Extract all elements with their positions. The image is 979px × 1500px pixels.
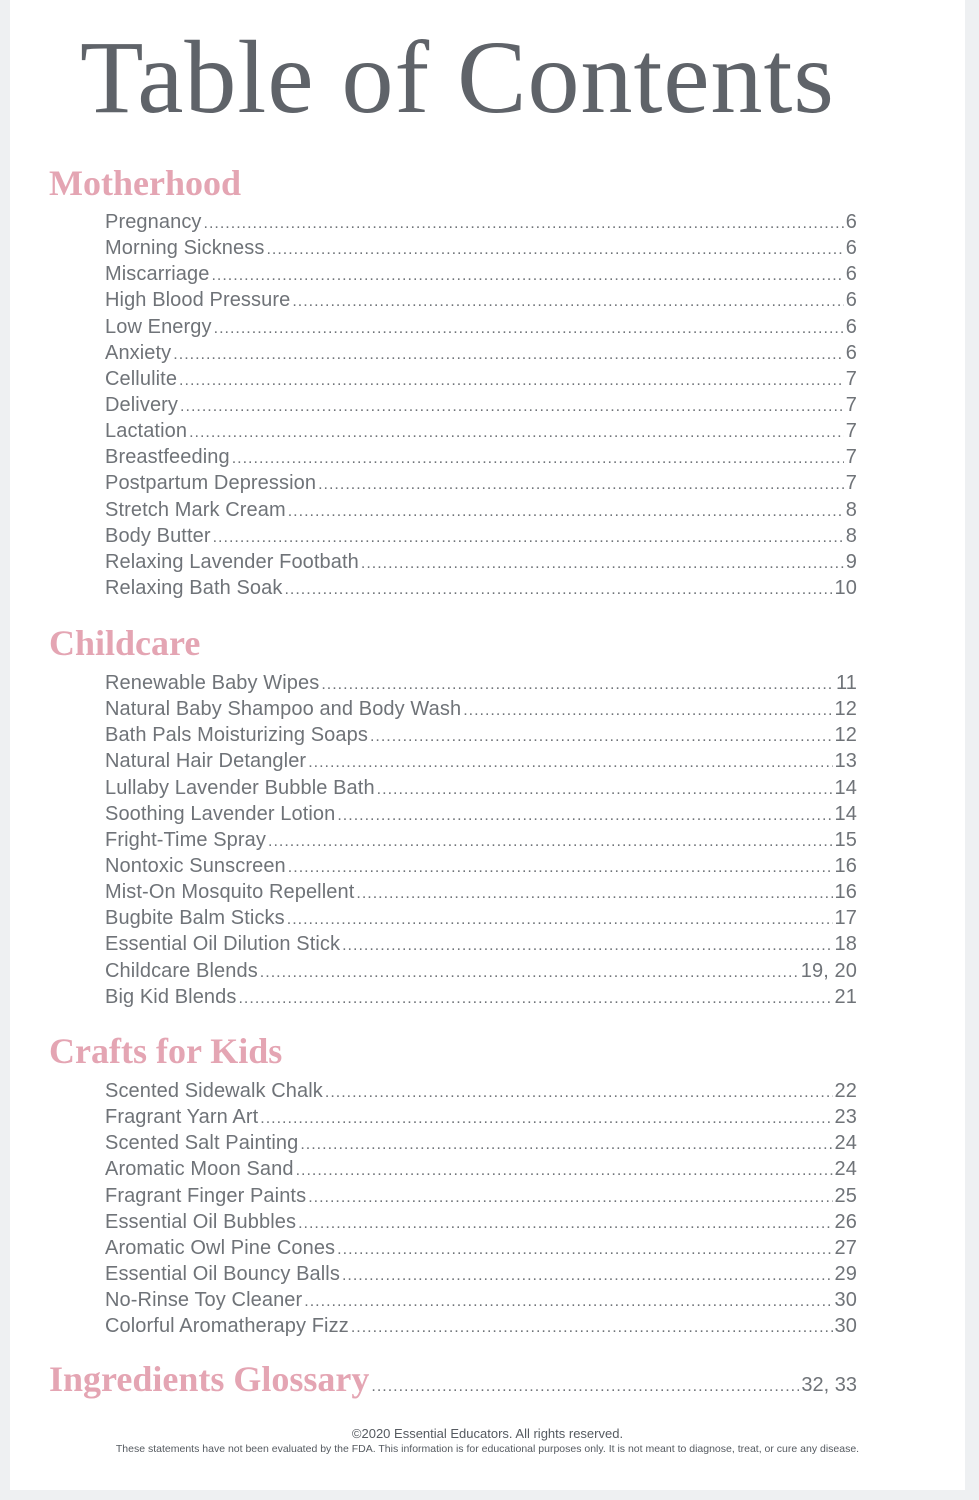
toc-entry-label: Childcare Blends xyxy=(105,959,258,982)
toc-entry-label: Relaxing Lavender Footbath xyxy=(105,550,359,573)
toc-entry-label: Breastfeeding xyxy=(105,446,230,469)
toc-entry xyxy=(105,420,857,446)
toc-entry xyxy=(105,446,857,472)
dot-leader xyxy=(337,1241,832,1259)
toc-entry xyxy=(105,1132,857,1158)
toc-entry-page-number: 7 xyxy=(845,420,857,443)
toc-entry-label: Fright-Time Spray xyxy=(105,828,266,851)
toc-entry-label: Soothing Lavender Lotion xyxy=(105,802,336,825)
toc-entry-page-number: 18 xyxy=(834,933,857,956)
dot-leader xyxy=(308,1189,832,1207)
copyright-notice: ©2020 Essential Educators. All rights reserved. xyxy=(351,1426,624,1441)
toc-entry-page-number: 6 xyxy=(845,315,857,338)
toc-entry-label: Morning Sickness xyxy=(105,237,265,260)
toc-entry-label: Essential Oil Bubbles xyxy=(105,1210,297,1233)
toc-entry-page-number: 16 xyxy=(834,854,857,877)
toc-entry-page-number: 12 xyxy=(834,698,857,721)
toc-entry-page-number: 27 xyxy=(834,1236,857,1259)
toc-entry-label: Cellulite xyxy=(105,367,178,390)
toc-entry-label: Mist-On Mosquito Repellent xyxy=(105,881,355,904)
toc-entry-page-number: 16 xyxy=(834,881,857,904)
glossary-entry xyxy=(49,1361,857,1397)
toc-entry xyxy=(105,960,857,986)
toc-entry-label: Bugbite Balm Sticks xyxy=(105,907,285,930)
toc-entry-page-number: 7 xyxy=(845,367,857,390)
dot-leader xyxy=(238,990,832,1008)
toc-entry-page-number: 22 xyxy=(834,1080,857,1102)
toc-entry-label: Scented Salt Painting xyxy=(105,1132,299,1155)
toc-entry-page-number: 24 xyxy=(834,1158,857,1181)
toc-entry-label: Body Butter xyxy=(105,524,211,547)
page-title: Table of Contents xyxy=(80,20,835,135)
dot-leader xyxy=(287,911,833,929)
toc-entry-page-number: 11 xyxy=(836,672,857,694)
toc-entry xyxy=(105,1263,857,1289)
section-list-crafts-for-kids xyxy=(105,1080,857,1341)
dot-leader xyxy=(318,476,844,494)
toc-entry xyxy=(105,525,857,551)
glossary-page-number: 32, 33 xyxy=(801,1374,857,1396)
fda-disclaimer: These statements have not been evaluated by the FDA. This information is for educational purposes only. It is not meant to diagnose, treat, or cure any disease. xyxy=(115,1443,860,1455)
dot-leader xyxy=(260,1110,832,1128)
toc-entry xyxy=(105,986,857,1012)
toc-entry xyxy=(105,316,857,342)
toc-entry-label: High Blood Pressure xyxy=(105,289,291,312)
dot-leader xyxy=(308,754,832,772)
dot-leader xyxy=(180,398,844,416)
toc-entry-page-number: 6 xyxy=(845,289,857,312)
toc-entry-label: Essential Oil Dilution Stick xyxy=(105,933,341,956)
dot-leader xyxy=(298,1215,832,1233)
toc-entry xyxy=(105,499,857,525)
toc-entry xyxy=(105,1289,857,1315)
dot-leader xyxy=(304,1293,832,1311)
toc-entry xyxy=(105,551,857,577)
dot-leader xyxy=(292,293,843,311)
toc-entry-page-number: 7 xyxy=(845,393,857,416)
toc-entry-label: Fragrant Finger Paints xyxy=(105,1184,307,1207)
section-heading-crafts-for-kids: Crafts for Kids xyxy=(49,1031,283,1071)
toc-entry-page-number: 12 xyxy=(834,724,857,747)
toc-entry xyxy=(105,1106,857,1132)
dot-leader xyxy=(211,267,843,285)
document-page xyxy=(10,0,965,1490)
dot-leader xyxy=(463,702,832,720)
toc-entry xyxy=(105,1158,857,1184)
toc-entry xyxy=(105,698,857,724)
dot-leader xyxy=(342,1267,833,1285)
toc-entry xyxy=(105,881,857,907)
toc-entry-page-number: 13 xyxy=(834,750,857,773)
toc-entry-page-number: 8 xyxy=(845,498,857,521)
toc-entry xyxy=(105,289,857,315)
dot-leader xyxy=(173,346,843,364)
dot-leader xyxy=(204,215,844,233)
dot-leader xyxy=(300,1136,832,1154)
toc-entry-page-number: 26 xyxy=(834,1210,857,1233)
toc-entry-label: Aromatic Moon Sand xyxy=(105,1158,294,1181)
toc-entry-label: Relaxing Bath Soak xyxy=(105,576,283,599)
toc-entry-page-number: 14 xyxy=(834,776,857,799)
dot-leader xyxy=(288,859,833,877)
toc-entry xyxy=(105,803,857,829)
toc-entry xyxy=(105,577,857,603)
toc-entry-page-number: 19, 20 xyxy=(800,959,857,982)
dot-leader xyxy=(284,581,832,599)
section-heading-childcare: Childcare xyxy=(49,623,201,663)
toc-entry-page-number: 30 xyxy=(834,1289,857,1312)
toc-entry-label: Delivery xyxy=(105,393,179,416)
section-list-childcare xyxy=(105,672,857,1012)
toc-entry-page-number: 24 xyxy=(834,1132,857,1155)
dot-leader xyxy=(370,728,833,746)
toc-entry xyxy=(105,672,857,698)
toc-entry-label: Miscarriage xyxy=(105,263,210,286)
toc-entry-page-number: 8 xyxy=(845,524,857,547)
toc-entry-label: Low Energy xyxy=(105,315,212,338)
toc-entry xyxy=(105,237,857,263)
dot-leader xyxy=(179,372,844,390)
toc-entry-label: Colorful Aromatherapy Fizz xyxy=(105,1315,349,1338)
toc-entry-page-number: 25 xyxy=(834,1184,857,1207)
toc-entry xyxy=(105,394,857,420)
dot-leader xyxy=(260,964,799,982)
toc-entry xyxy=(105,1211,857,1237)
toc-entry xyxy=(105,1237,857,1263)
toc-entry-label: Natural Baby Shampoo and Body Wash xyxy=(105,698,462,721)
toc-entry-label: Postpartum Depression xyxy=(105,472,317,495)
dot-leader xyxy=(268,833,833,851)
toc-entry xyxy=(105,855,857,881)
toc-entry xyxy=(105,750,857,776)
toc-entry-page-number: 17 xyxy=(834,907,857,930)
toc-entry xyxy=(105,342,857,368)
toc-entry xyxy=(105,1315,857,1341)
toc-entry xyxy=(105,933,857,959)
dot-leader xyxy=(288,503,844,521)
dot-leader xyxy=(371,1378,799,1396)
toc-entry xyxy=(105,472,857,498)
toc-entry-label: Stretch Mark Cream xyxy=(105,498,286,521)
toc-entry-label: Scented Sidewalk Chalk xyxy=(105,1080,323,1102)
dot-leader xyxy=(342,937,832,955)
toc-entry-label: No-Rinse Toy Cleaner xyxy=(105,1289,303,1312)
dot-leader xyxy=(356,885,832,903)
toc-entry-page-number: 14 xyxy=(834,802,857,825)
section-list-motherhood xyxy=(105,211,857,603)
toc-entry xyxy=(105,829,857,855)
toc-entry-page-number: 10 xyxy=(834,576,857,599)
toc-entry-label: Lullaby Lavender Bubble Bath xyxy=(105,776,375,799)
dot-leader xyxy=(325,1084,833,1102)
toc-entry-label: Renewable Baby Wipes xyxy=(105,672,320,694)
toc-entry xyxy=(105,263,857,289)
toc-entry-page-number: 9 xyxy=(845,550,857,573)
toc-entry-page-number: 7 xyxy=(845,472,857,495)
toc-entry xyxy=(105,211,857,237)
dot-leader xyxy=(321,676,834,694)
dot-leader xyxy=(361,555,844,573)
dot-leader xyxy=(337,807,832,825)
toc-entry-page-number: 6 xyxy=(845,341,857,364)
dot-leader xyxy=(266,241,843,259)
toc-entry-label: Aromatic Owl Pine Cones xyxy=(105,1236,336,1259)
section-heading-ingredients-glossary: Ingredients Glossary xyxy=(49,1359,370,1399)
toc-entry-page-number: 29 xyxy=(834,1262,857,1285)
toc-entry-label: Lactation xyxy=(105,420,188,443)
toc-entry xyxy=(105,907,857,933)
toc-entry-label: Fragrant Yarn Art xyxy=(105,1106,259,1129)
toc-entry-page-number: 6 xyxy=(845,211,857,233)
dot-leader xyxy=(377,781,833,799)
dot-leader xyxy=(213,529,844,547)
toc-entry xyxy=(105,1185,857,1211)
toc-entry-page-number: 6 xyxy=(845,237,857,260)
dot-leader xyxy=(214,320,844,338)
dot-leader xyxy=(296,1162,833,1180)
toc-entry-page-number: 7 xyxy=(845,446,857,469)
toc-entry xyxy=(105,777,857,803)
toc-entry-page-number: 23 xyxy=(834,1106,857,1129)
toc-entry xyxy=(105,368,857,394)
toc-entry xyxy=(105,724,857,750)
toc-entry-label: Big Kid Blends xyxy=(105,985,237,1008)
toc-entry-label: Nontoxic Sunscreen xyxy=(105,854,286,877)
toc-entry-page-number: 30 xyxy=(834,1315,857,1338)
toc-entry-label: Pregnancy xyxy=(105,211,202,233)
toc-entry-page-number: 15 xyxy=(834,828,857,851)
dot-leader xyxy=(189,424,844,442)
toc-entry-label: Anxiety xyxy=(105,341,172,364)
dot-leader xyxy=(232,450,844,468)
toc-entry-label: Essential Oil Bouncy Balls xyxy=(105,1262,340,1285)
toc-entry-page-number: 21 xyxy=(834,985,857,1008)
toc-entry-label: Bath Pals Moisturizing Soaps xyxy=(105,724,368,747)
section-heading-motherhood: Motherhood xyxy=(49,163,241,203)
toc-entry-label: Natural Hair Detangler xyxy=(105,750,307,773)
toc-entry-page-number: 6 xyxy=(845,263,857,286)
dot-leader xyxy=(351,1319,833,1337)
toc-entry xyxy=(105,1080,857,1106)
